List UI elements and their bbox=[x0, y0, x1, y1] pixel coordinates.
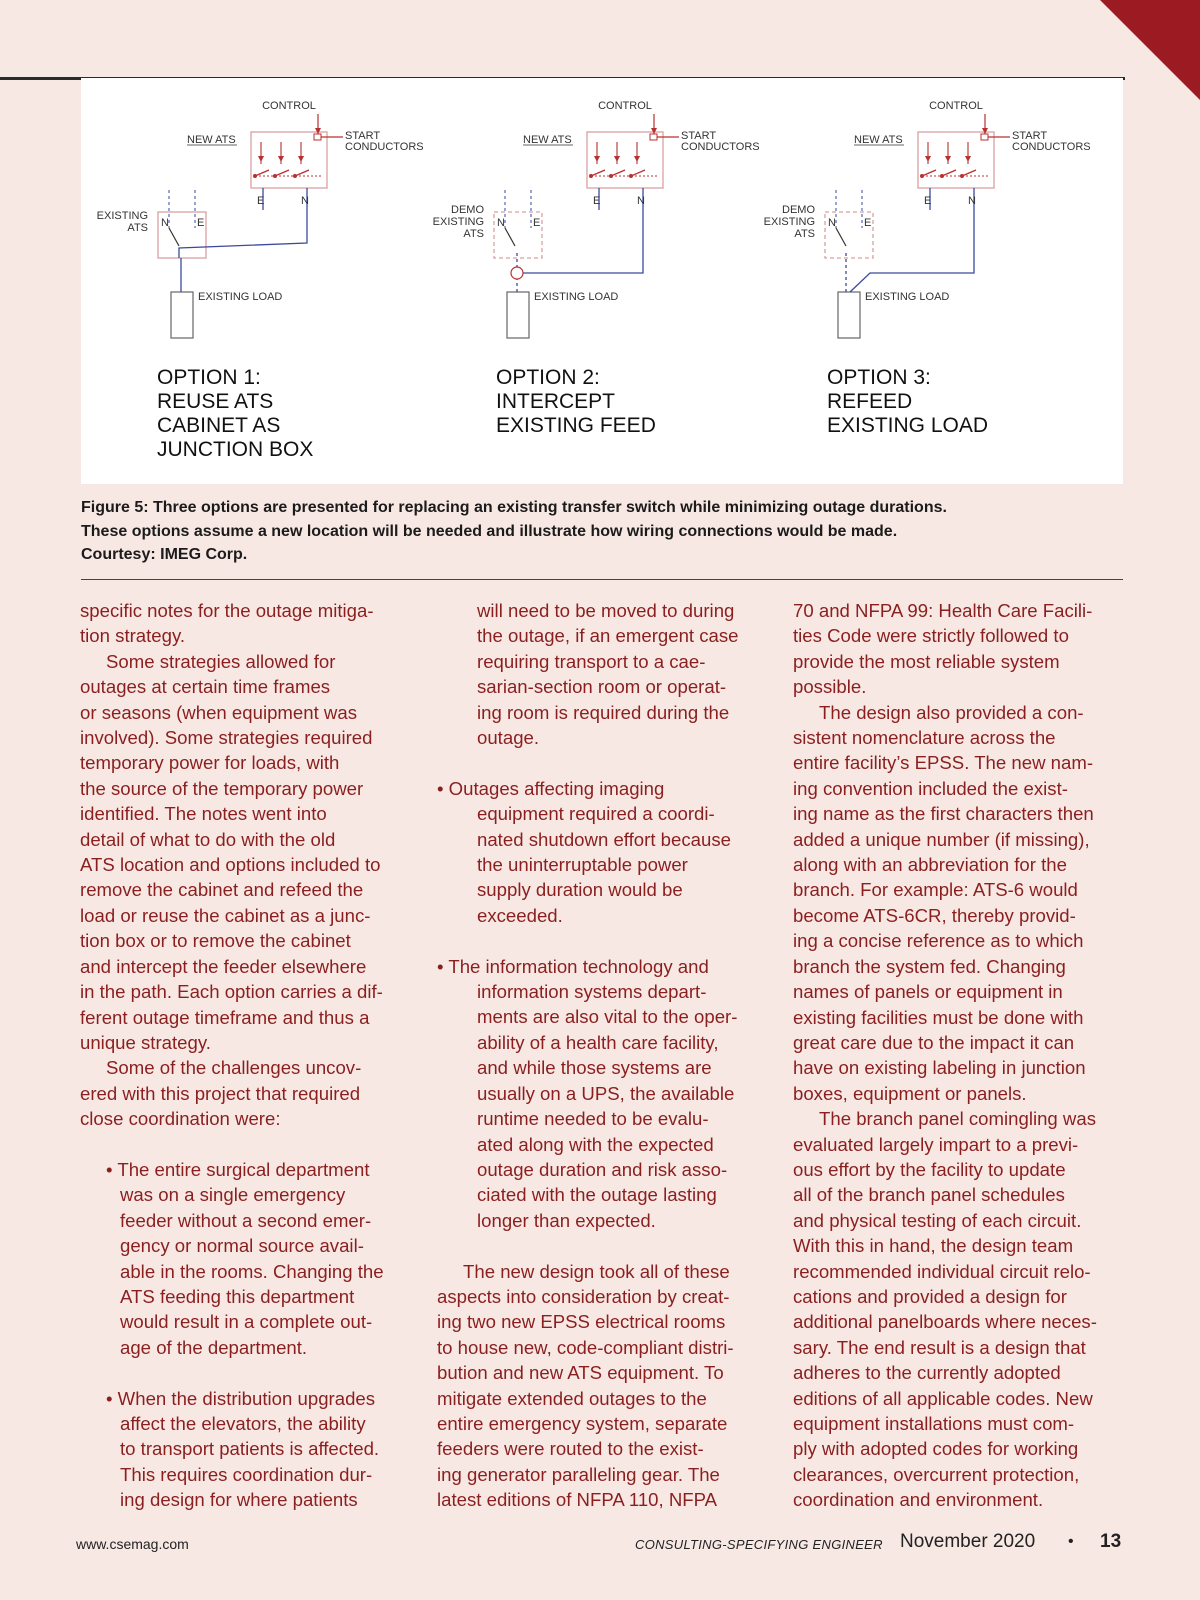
existing-ats-label: EXISTING bbox=[763, 216, 815, 228]
body-line: close coordination were: bbox=[80, 1108, 281, 1130]
body-line: and physical testing of each circuit. bbox=[793, 1209, 1082, 1231]
body-line: existing facilities must be done with bbox=[793, 1006, 1084, 1028]
bullet-line: feeder without a second emer- bbox=[120, 1209, 372, 1231]
body-line: detail of what to do with the old bbox=[80, 828, 336, 850]
switch-blade bbox=[591, 170, 605, 176]
switch-blade bbox=[962, 170, 976, 176]
bullet-line: outage. bbox=[477, 727, 540, 749]
existing-ats-label: DEMO bbox=[451, 204, 484, 216]
option-title-line: OPTION 3: bbox=[827, 366, 931, 389]
bullet-line: usually on a UPS, the available bbox=[477, 1082, 735, 1104]
bullet-line: able in the rooms. Changing the bbox=[120, 1260, 384, 1282]
body-line: to house new, code-compliant distri- bbox=[437, 1336, 734, 1358]
control-arrow bbox=[982, 128, 988, 134]
body-line: along with an abbreviation for the bbox=[793, 854, 1067, 876]
body-line: evaluated largely impart to a previ- bbox=[793, 1133, 1079, 1155]
option-title-line: REUSE ATS bbox=[157, 390, 274, 413]
paragraph-gap bbox=[80, 1132, 425, 1157]
footer-magazine: CONSULTING-SPECIFYING ENGINEER bbox=[635, 1537, 883, 1552]
switch-blade bbox=[631, 170, 645, 176]
text-column-2 bbox=[437, 598, 782, 1513]
figure-caption bbox=[81, 496, 1131, 567]
body-line: tion box or to remove the cabinet bbox=[80, 930, 351, 952]
n-label: N bbox=[301, 195, 309, 207]
bullet-line: nated shutdown effort because bbox=[477, 828, 731, 850]
pole-arrow bbox=[614, 156, 620, 162]
bullet-line: ciated with the outage lasting bbox=[477, 1184, 717, 1206]
body-line: branch. For example: ATS-6 would bbox=[793, 879, 1078, 901]
body-line: additional panelboards where neces- bbox=[793, 1311, 1097, 1333]
option-title-line: JUNCTION BOX bbox=[157, 438, 314, 461]
bullet-line: requiring transport to a cae- bbox=[477, 650, 706, 672]
switch-blade bbox=[611, 170, 625, 176]
body-line: or seasons (when equipment was bbox=[80, 701, 357, 723]
existing-ats-label: EXISTING bbox=[432, 216, 484, 228]
bullet-line: gency or normal source avail- bbox=[120, 1235, 364, 1257]
start-label: START bbox=[1012, 130, 1048, 142]
existing-e-label: E bbox=[864, 217, 872, 229]
existing-load-label: EXISTING LOAD bbox=[534, 291, 619, 303]
bullet-line: the outage, if an emergent case bbox=[477, 625, 739, 647]
bullet-line: ments are also vital to the oper- bbox=[477, 1006, 738, 1028]
bullet-line: age of the department. bbox=[120, 1336, 308, 1358]
body-line: recommended individual circuit relo- bbox=[793, 1260, 1091, 1282]
body-line: identified. The notes went into bbox=[80, 803, 327, 825]
switch-blade bbox=[942, 170, 956, 176]
existing-load-box bbox=[838, 292, 860, 338]
body-line: The new design took all of these bbox=[463, 1260, 730, 1282]
body-line: 70 and NFPA 99: Health Care Facili- bbox=[793, 600, 1093, 621]
option-title-line: EXISTING LOAD bbox=[827, 414, 989, 437]
start-label: START bbox=[345, 130, 381, 142]
pole-arrow bbox=[258, 156, 264, 162]
bullet-line: longer than expected. bbox=[477, 1209, 656, 1231]
pole-arrow bbox=[594, 156, 600, 162]
body-line: have on existing labeling in junction bbox=[793, 1057, 1086, 1079]
switch-blade bbox=[295, 170, 309, 176]
pole-arrow bbox=[634, 156, 640, 162]
body-line: adheres to the currently adopted bbox=[793, 1362, 1061, 1384]
body-line: sistent nomenclature across the bbox=[793, 727, 1056, 749]
n-label: N bbox=[637, 195, 645, 207]
footer-bullet: • bbox=[1068, 1533, 1074, 1550]
caption-line: Figure 5: Three options are presented for replacing an existing transfer switch while minimizing outage durations. bbox=[81, 499, 947, 516]
option-title-line: OPTION 2: bbox=[496, 366, 600, 389]
bullet-line: equipment required a coordi- bbox=[477, 803, 715, 825]
option-title-line: EXISTING FEED bbox=[496, 414, 656, 437]
control-label: CONTROL bbox=[598, 100, 652, 112]
conductors-label: CONDUCTORS bbox=[345, 141, 424, 153]
new-ats-label: NEW ATS bbox=[187, 134, 236, 146]
new-ats-label: NEW ATS bbox=[854, 134, 903, 146]
body-line: ous effort by the facility to update bbox=[793, 1158, 1066, 1180]
caption-rule bbox=[81, 579, 1123, 580]
existing-n-label: N bbox=[161, 217, 169, 229]
body-line: feeders were routed to the exist- bbox=[437, 1438, 704, 1460]
body-line: provide the most reliable system bbox=[793, 650, 1060, 672]
page-number: 13 bbox=[1100, 1531, 1122, 1552]
bullet-line: information systems depart- bbox=[477, 981, 707, 1003]
body-line: editions of all applicable codes. New bbox=[793, 1387, 1093, 1409]
existing-ats-label: ATS bbox=[127, 222, 148, 234]
paragraph-gap bbox=[437, 1233, 782, 1258]
conductors-label: CONDUCTORS bbox=[681, 141, 760, 153]
bullet-line: will need to be moved to during bbox=[477, 600, 735, 621]
body-line: added a unique number (if missing), bbox=[793, 828, 1090, 850]
pole-arrow bbox=[925, 156, 931, 162]
body-line: ing a concise reference as to which bbox=[793, 930, 1084, 952]
bullet-line: ability of a health care facility, bbox=[477, 1031, 719, 1053]
body-line: remove the cabinet and refeed the bbox=[80, 879, 364, 901]
control-arrow bbox=[651, 128, 657, 134]
pole-arrow bbox=[278, 156, 284, 162]
e-label: E bbox=[924, 195, 932, 207]
existing-n-label: N bbox=[828, 217, 836, 229]
text-column-3 bbox=[793, 598, 1138, 1513]
bullet-line: ing room is required during the bbox=[477, 701, 730, 723]
option-2-title bbox=[496, 366, 656, 438]
existing-ats-label: ATS bbox=[794, 228, 815, 240]
junction-symbol bbox=[511, 267, 523, 279]
body-line: equipment installations must com- bbox=[793, 1413, 1075, 1434]
existing-e-label: E bbox=[533, 217, 541, 229]
text-column-1 bbox=[80, 598, 425, 1513]
body-line: involved). Some strategies required bbox=[80, 727, 373, 749]
body-line: become ATS-6CR, thereby provid- bbox=[793, 904, 1076, 926]
body-line: entire emergency system, separate bbox=[437, 1412, 728, 1434]
option-3-title bbox=[827, 366, 988, 438]
body-line: ATS location and options included to bbox=[80, 854, 381, 876]
body-line: possible. bbox=[793, 676, 867, 698]
pole-arrow bbox=[298, 156, 304, 162]
bullet-line: ATS feeding this department bbox=[120, 1285, 355, 1307]
existing-load-label: EXISTING LOAD bbox=[198, 291, 283, 303]
bullet-line: • The entire surgical department bbox=[106, 1158, 370, 1180]
body-line: The branch panel comingling was bbox=[819, 1108, 1096, 1130]
body-line: ered with this project that required bbox=[80, 1082, 361, 1104]
conductors-label: CONDUCTORS bbox=[1012, 141, 1091, 153]
bullet-line: • The information technology and bbox=[437, 955, 709, 977]
option-title-line: REFEED bbox=[827, 390, 913, 413]
bullet-line: affect the elevators, the ability bbox=[120, 1412, 366, 1434]
paragraph-gap bbox=[437, 750, 782, 775]
body-line: great care due to the impact it can bbox=[793, 1031, 1075, 1053]
switch-blade bbox=[922, 170, 936, 176]
body-line: in the path. Each option carries a dif- bbox=[80, 981, 383, 1003]
paragraph-gap bbox=[80, 1360, 425, 1385]
control-label: CONTROL bbox=[929, 100, 983, 112]
body-line: specific notes for the outage mitiga- bbox=[80, 600, 374, 621]
body-line: ing convention included the exist- bbox=[793, 777, 1068, 799]
option-1-title bbox=[157, 366, 313, 462]
body-line: ing name as the first characters then bbox=[793, 803, 1094, 825]
body-line: Some of the challenges uncov- bbox=[106, 1057, 362, 1079]
body-line: branch the system fed. Changing bbox=[793, 955, 1066, 977]
option-title-line: INTERCEPT bbox=[496, 390, 616, 413]
body-line: ferent outage timeframe and thus a bbox=[80, 1006, 370, 1028]
option-title-line: OPTION 1: bbox=[157, 366, 261, 389]
control-label: CONTROL bbox=[262, 100, 316, 112]
body-line: With this in hand, the design team bbox=[793, 1235, 1074, 1257]
figure-5 bbox=[81, 78, 1123, 484]
body-line: cations and provided a design for bbox=[793, 1285, 1067, 1307]
pole-arrow bbox=[945, 156, 951, 162]
feeder-wire bbox=[523, 210, 643, 273]
body-line: tion strategy. bbox=[80, 625, 186, 647]
body-line: ply with adopted codes for working bbox=[793, 1438, 1079, 1460]
body-line: the source of the temporary power bbox=[80, 777, 364, 799]
existing-n-label: N bbox=[497, 217, 505, 229]
new-ats-label: NEW ATS bbox=[523, 134, 572, 146]
bullet-line: the uninterruptable power bbox=[477, 854, 688, 876]
body-line: sary. The end result is a design that bbox=[793, 1336, 1086, 1358]
control-terminal bbox=[981, 134, 988, 140]
body-line: ing generator paralleling gear. The bbox=[437, 1463, 720, 1485]
body-line: ties Code were strictly followed to bbox=[793, 625, 1069, 647]
body-line: and intercept the feeder elsewhere bbox=[80, 955, 367, 977]
body-line: load or reuse the cabinet as a junc- bbox=[80, 904, 371, 926]
bullet-line: was on a single emergency bbox=[120, 1184, 346, 1206]
caption-line: Courtesy: IMEG Corp. bbox=[81, 546, 248, 563]
existing-ats-label: EXISTING bbox=[96, 210, 148, 222]
body-line: entire facility’s EPSS. The new nam- bbox=[793, 752, 1094, 774]
footer-date: November 2020 bbox=[900, 1531, 1036, 1552]
body-line: clearances, overcurrent protection, bbox=[793, 1463, 1080, 1485]
body-line: coordination and environment. bbox=[793, 1489, 1044, 1511]
bullet-line: and while those systems are bbox=[477, 1057, 712, 1079]
existing-blade bbox=[505, 228, 515, 246]
bullet-line: • When the distribution upgrades bbox=[106, 1387, 376, 1409]
bullet-line: supply duration would be bbox=[477, 879, 683, 901]
body-line: all of the branch panel schedules bbox=[793, 1184, 1065, 1206]
body-line: latest editions of NFPA 110, NFPA bbox=[437, 1489, 718, 1511]
body-line: bution and new ATS equipment. To bbox=[437, 1362, 724, 1384]
existing-blade bbox=[836, 228, 846, 246]
caption-line: These options assume a new location will be needed and illustrate how wiring connections would be made. bbox=[81, 522, 898, 540]
body-line: Some strategies allowed for bbox=[106, 650, 336, 672]
start-label: START bbox=[681, 130, 717, 142]
bullet-line: ated along with the expected bbox=[477, 1133, 714, 1155]
existing-ats-label: DEMO bbox=[782, 204, 815, 216]
existing-load-box bbox=[507, 292, 529, 338]
footer-website[interactable]: www.csemag.com bbox=[76, 1536, 189, 1552]
switch-blade bbox=[255, 170, 269, 176]
bullet-line: outage duration and risk asso- bbox=[477, 1158, 728, 1180]
bullet-line: This requires coordination dur- bbox=[120, 1463, 373, 1485]
bullet-line: ing design for where patients bbox=[120, 1489, 358, 1511]
body-line: ing two new EPSS electrical rooms bbox=[437, 1311, 726, 1333]
control-terminal bbox=[314, 134, 321, 140]
e-label: E bbox=[257, 195, 265, 207]
pole-arrow bbox=[965, 156, 971, 162]
bullet-line: to transport patients is affected. bbox=[120, 1438, 380, 1460]
body-line: temporary power for loads, with bbox=[80, 752, 340, 774]
body-line: boxes, equipment or panels. bbox=[793, 1082, 1027, 1104]
existing-ats-label: ATS bbox=[463, 228, 484, 240]
body-line: outages at certain time frames bbox=[80, 676, 331, 698]
option-title-line: CABINET AS bbox=[157, 414, 281, 437]
body-line: The design also provided a con- bbox=[819, 701, 1084, 723]
bullet-line: would result in a complete out- bbox=[120, 1311, 373, 1333]
switch-blade bbox=[275, 170, 289, 176]
body-line: names of panels or equipment in bbox=[793, 981, 1063, 1003]
paragraph-gap bbox=[437, 928, 782, 953]
existing-load-box bbox=[171, 292, 193, 338]
existing-load-label: EXISTING LOAD bbox=[865, 291, 950, 303]
bullet-line: exceeded. bbox=[477, 904, 563, 926]
bullet-line: sarian-section room or operat- bbox=[477, 676, 727, 698]
body-line: mitigate extended outages to the bbox=[437, 1387, 707, 1409]
control-arrow bbox=[315, 128, 321, 134]
control-terminal bbox=[650, 134, 657, 140]
n-label: N bbox=[968, 195, 976, 207]
existing-blade bbox=[169, 228, 179, 246]
existing-e-label: E bbox=[197, 217, 205, 229]
body-line: aspects into consideration by creat- bbox=[437, 1285, 730, 1307]
bullet-line: runtime needed to be evalu- bbox=[477, 1108, 709, 1130]
body-line: unique strategy. bbox=[80, 1031, 211, 1053]
e-label: E bbox=[593, 195, 601, 207]
bullet-line: • Outages affecting imaging bbox=[437, 777, 665, 799]
